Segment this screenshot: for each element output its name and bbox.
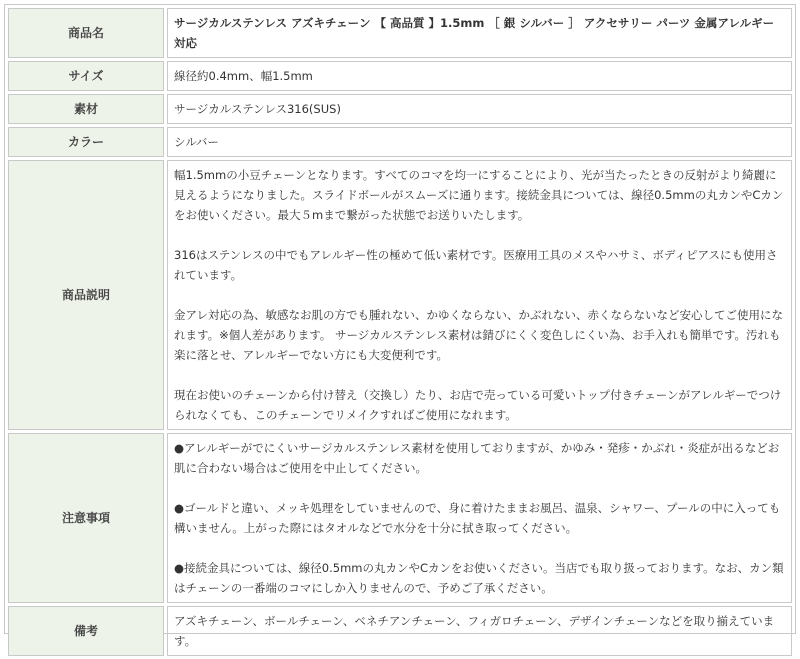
row-color bbox=[8, 127, 792, 157]
label-size: サイズ bbox=[8, 61, 164, 91]
value-description bbox=[167, 160, 792, 430]
value-material: サージカルステンレス316(SUS) bbox=[167, 94, 792, 124]
notes-paragraph: ●アレルギーがでにくいサージカルステンレス素材を使用しておりますが、かゆみ・発疹・かぶれ・炎症が出るなどお肌に合わない場合はご使用を中止してください。 bbox=[174, 441, 780, 475]
value-product-name: サージカルステンレス アズキチェーン 【 高品質 】1.5mm ［ 銀 シルバー ］ アクセサリー パーツ 金属アレルギー対応 bbox=[167, 8, 792, 58]
value-color: シルバー bbox=[167, 127, 792, 157]
description-paragraph: 金アレ対応の為、敏感なお肌の方でも腫れない、かゆくならない、かぶれない、赤くならないなど安心してご使用になれます。※個人差があります。 サージカルステンレス素材は錆びにくく変色しにくい為、お手入れも簡単です。汚れも楽に落とせ、アレルギーでない方にも大変便利です。 bbox=[174, 308, 784, 362]
row-notes bbox=[8, 433, 792, 603]
row-remarks bbox=[8, 606, 792, 656]
notes-paragraph: ●ゴールドと違い、メッキ処理をしていませんので、身に着けたままお風呂、温泉、シャワー、プールの中に入っても構いません。上がった際にはタオルなどで水分を十分に拭き取ってください。 bbox=[174, 501, 781, 535]
value-remarks: アズキチェーン、ボールチェーン、ベネチアンチェーン、フィガロチェーン、デザインチェーンなどを取り揃えています。 bbox=[167, 606, 792, 656]
label-description: 商品説明 bbox=[8, 160, 164, 430]
label-product-name: 商品名 bbox=[8, 8, 164, 58]
row-size bbox=[8, 61, 792, 91]
value-size: 線径約0.4mm、幅1.5mm bbox=[167, 61, 792, 91]
value-notes bbox=[167, 433, 792, 603]
description-paragraph: 現在お使いのチェーンから付け替え（交換し）たり、お店で売っている可愛いトップ付きチェーンがアレルギーでつけられなくても、このチェーンでリメイクすればご使用になれます。 bbox=[174, 388, 782, 422]
label-material: 素材 bbox=[8, 94, 164, 124]
description-paragraph: 316はステンレスの中でもアレルギー性の極めて低い素材です。医療用工具のメスやハサミ、ボディピアスにも使用されています。 bbox=[174, 248, 778, 282]
row-description bbox=[8, 160, 792, 430]
product-spec-table bbox=[4, 4, 796, 648]
label-notes: 注意事項 bbox=[8, 433, 164, 603]
notes-paragraph: ●接続金具については、線径0.5mmの丸カンやCカンをお使いください。当店でも取り扱っております。なお、カン類はチェーンの一番端のコマにしか入りませんので、予めご了承ください。 bbox=[174, 561, 784, 595]
row-material bbox=[8, 94, 792, 124]
row-product-name bbox=[8, 8, 792, 58]
description-paragraph: 幅1.5mmの小豆チェーンとなります。すべてのコマを均一にすることにより、光が当たったときの反射がより綺麗に見えるようになりました。スライドボールがスムーズに通ります。接続金具については、線径0.5mmの丸カンやCカンをお使いください。最大５mまで繋がった状態でお送りいたします。 bbox=[174, 168, 784, 222]
label-remarks: 備考 bbox=[8, 606, 164, 656]
label-color: カラー bbox=[8, 127, 164, 157]
